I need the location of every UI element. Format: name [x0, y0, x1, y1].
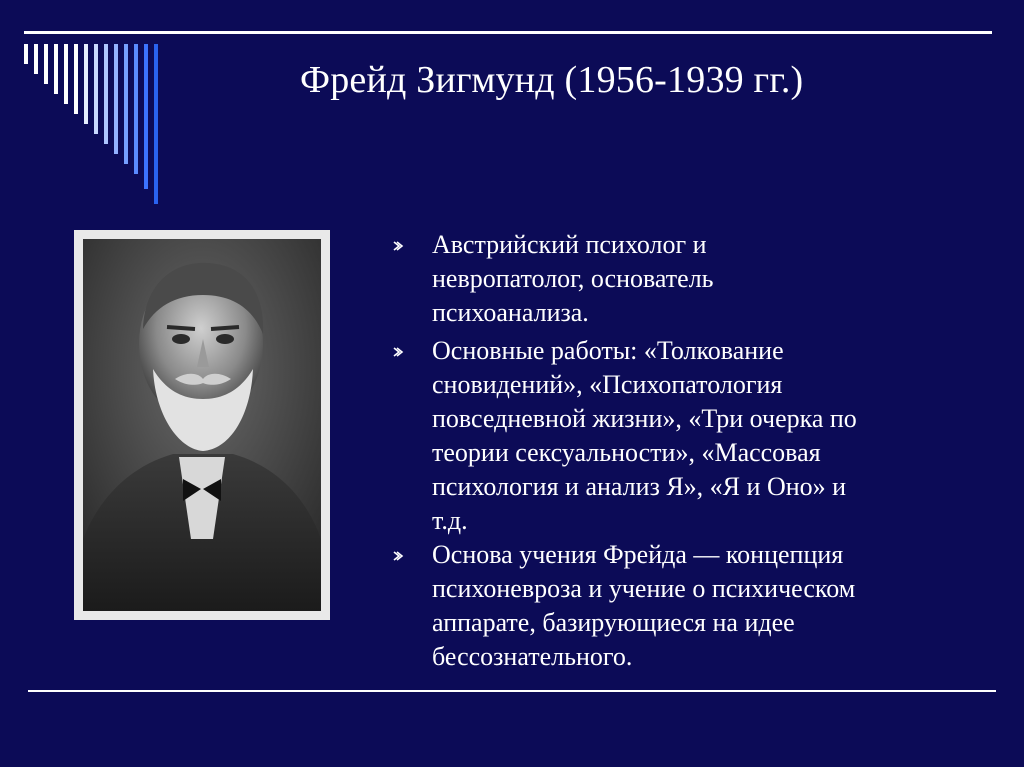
portrait-photo [83, 239, 321, 611]
chevron-right-icon [392, 550, 404, 562]
bullet-line: психоанализа. [432, 298, 589, 327]
bullet-line: Основа учения Фрейда — концепция [432, 540, 844, 569]
bullet-line: сновидений», «Психопатология [432, 370, 783, 399]
bullet-line: бессознательного. [432, 642, 633, 671]
bullet-line: Австрийский психолог и [432, 230, 707, 259]
chevron-right-icon [392, 346, 404, 358]
bullet-line: теории сексуальности», «Массовая [432, 438, 821, 467]
bottom-rule [28, 690, 996, 692]
bullet-line: психология и анализ Я», «Я и Оно» и [432, 472, 847, 501]
bullet-item [432, 228, 714, 330]
bullet-item [432, 334, 857, 538]
bullet-line: психоневроза и учение о психическом [432, 574, 856, 603]
bullet-item [432, 538, 855, 674]
slide-title: Фрейд Зигмунд (1956-1939 гг.) [300, 59, 804, 101]
bullet-line: аппарате, базирующиеся на идее [432, 608, 795, 637]
decorative-bars [0, 0, 180, 210]
chevron-right-icon [392, 240, 404, 252]
bullet-line: Основные работы: «Толкование [432, 336, 784, 365]
bullet-line: повседневной жизни», «Три очерка по [432, 404, 857, 433]
bullet-line: невропатолог, основатель [432, 264, 714, 293]
bullet-line: т.д. [432, 506, 468, 535]
portrait-frame [74, 230, 330, 620]
